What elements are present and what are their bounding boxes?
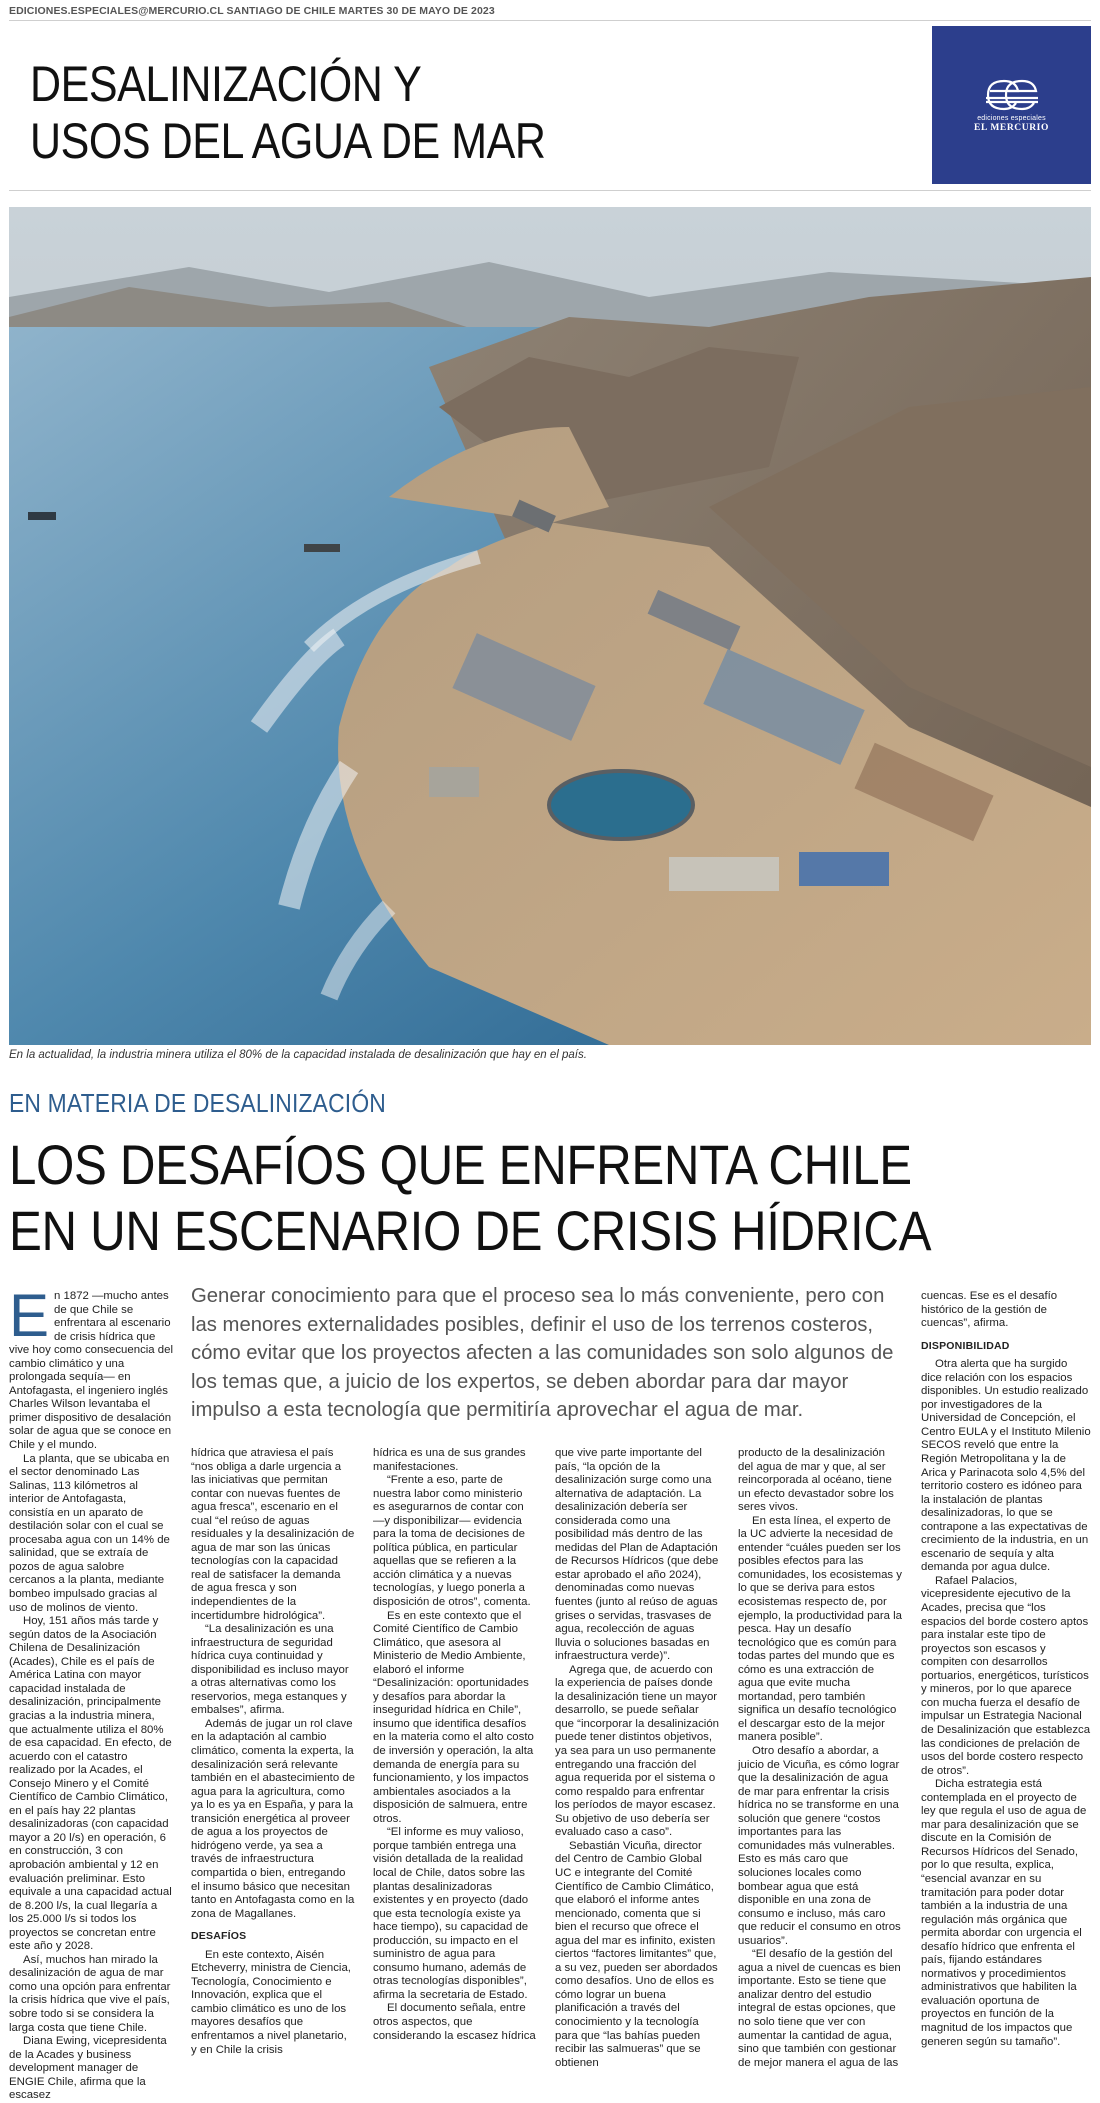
subhead-disponibilidad: DISPONIBILIDAD <box>921 1339 1010 1352</box>
paragraph: n 1872 —mucho antes de que Chile se enfrentara al escenario de crisis hídrica que vive hoy como consecuencia del cambio climático y una prolongada sequía— en Antofagasta, el ingeniero inglés Charles Wilson levantaba el primer dispositivo de desalación solar de agua que se conoce en Chile y el mundo. <box>9 1290 173 1452</box>
logo-name-text: EL MERCURIO <box>974 123 1049 133</box>
paragraph: Agrega que, de acuerdo con la experiencia de países donde la desalinización tiene un mayor desarrollo, se puede señalar que “incorporar la desalinización puede tener distintos objetivos, ya sea para un uso permanente entregando una fracción del agua requerida por el sistema o como respaldo para enfrentar los períodos de mayor escasez. Su objetivo de uso debería ser evaluado caso a caso”. <box>555 1663 719 1839</box>
section-title-line-2: USOS DEL AGUA DE MAR <box>30 113 546 169</box>
paragraph: “El informe es muy valioso, porque también entrega una visión detallada de la realidad local de Chile, datos sobre las plantas desalinizadoras existentes y en proyecto (dado que esta tecnología existe ya hace tiempo), su capacidad de producción, su impacto en el suministro de agua para consumo humano, además de otras tecnologías disponibles”, afirma la secretaria de Estado. <box>373 1826 529 2001</box>
paragraph: Además de jugar un rol clave en la adaptación al cambio climático, comenta la experta, la desalinización será relevante también en el abastecimiento de agua para la agricultura, como ya lo es ya en España, y para la transición energética al proveer de agua a los proyectos de hidrógeno verde, ya sea a través de infraestructura compartida o bien, entregando el insumo básico que necesitan tanto en Antofagasta como en la zona de Magallanes. <box>191 1717 356 1920</box>
article-lead: Generar conocimiento para que el proceso sea lo más conveniente, pero con las menores externalidades posibles, definir el uso de los terrenos costeros, cómo evitar que los proyectos afecten a las comunidades son solo algunos de los temas que, a juicio de los expertos, se deben abordar para dar mayor impulso a esta tecnología que permitiría aprovechar el agua de mar. <box>191 1285 894 1422</box>
article-column-6 <box>921 1290 1091 2048</box>
paragraph: Hoy, 151 años más tarde y según datos de la Asociación Chilena de Desalinización (Acades), Chile es el país de América Latina con mayor capacidad instalada de desalinización, principalmente gracias a la industria minera, que actualmente utiliza el 80% de esa capacidad. En efecto, de acuerdo con el catastro realizado por la Acades, el Consejo Minero y el Comité Científico de Cambio Climático, en el país hay 22 plantas desalinizadoras (con capacidad mayor a 20 l/s) en operación, 6 en construcción, 3 con aprobación ambiental y 12 en evaluación preliminar. Esto equivale a una capacidad actual de 8.200 l/s, la cual llegaría a los 25.000 l/s si todos los proyectos se concretan entre este año y 2028. <box>9 1615 172 1953</box>
paragraph: Dicha estrategia está contemplada en el proyecto de ley que regula el uso de agua de mar para desalinización que se discute en la Comisión de Recursos Hídricos del Senado, por lo que resulta, explica, “esencial avanzar en su tramitación para poder dotar también a la industria de una regulación más orgánica que permita abordar con urgencia el desafío hídrico que enfrenta el país, fijando estándares normativos y procedimientos administrativos que habiliten la evaluación oportuna de proyectos en función de la magnitud de los impactos que generen según su tamaño”. <box>921 1778 1087 2048</box>
paragraph: Otra alerta que ha surgido dice relación con los espacios disponibles. Un estudio realizado por investigadores de la Universidad de Concepción, el Centro EULA y el Instituto Milenio SECOS reveló que entre la Región Metropolitana y la de Arica y Parinacota solo 4,5% del territorio costero es idóneo para la instalación de plantas desalinizadoras, lo que se contrapone a las expectativas de crecimiento de la industria, en un escenario de sequía y alta demanda por agua dulce. <box>921 1358 1091 1574</box>
top-rule <box>9 20 1091 21</box>
headline-line-1: LOS DESAFÍOS QUE ENFRENTA CHILE <box>9 1133 912 1196</box>
paragraph: Diana Ewing, vicepresidenta de la Acades y business development manager de ENGIE Chile, afirma que la escasez <box>9 2035 167 2102</box>
paragraph: La planta, que se ubicaba en el sector denominado Las Salinas, 113 kilómetros al interior de Antofagasta, consistía en un aparato de destilación solar con el cual se procesaba agua con un 14% de salinidad, que se extraía de pozos de agua salobre cercanos a la planta, mediante bombeo impulsado gracias al uso de molinos de viento. <box>9 1452 170 1614</box>
paragraph: “Frente a eso, parte de nuestra labor como ministerio es asegurarnos de contar con —y disponibilizar— evidencia para la toma de decisiones de política pública, en particular aquellas que se refieren a la acción climática y a nuevas tecnologías, y luego ponerla a disposición de otros”, comenta. <box>373 1474 531 1609</box>
el-mercurio-logo <box>932 26 1091 184</box>
article-column-4 <box>555 1447 719 2069</box>
logo-small-text: ediciones especiales <box>977 115 1046 122</box>
article-column-3 <box>373 1447 537 2042</box>
paragraph: Así, muchos han mirado la desalinización de agua de mar como una opción para enfrentar la crisis hídrica que vive el país, sobre todo si se considera la larga costa que tiene Chile. <box>9 1953 171 2034</box>
paragraph: El documento señala, entre otros aspectos, que considerando la escasez hídrica <box>373 2002 536 2042</box>
paragraph: hídrica que atraviesa el país “nos obliga a darle urgencia a las iniciativas que permitan contar con nuevas fuentes de agua fresca”, escenario en el cual “el reúso de aguas residuales y la desalinización de agua de mar son las únicas tecnologías con la capacidad real de satisfacer la demanda de agua fresca y son independientes de la incertidumbre hidrológica”. <box>191 1447 355 1622</box>
header-rule <box>9 190 1091 191</box>
photo-caption: En la actualidad, la industria minera utiliza el 80% de la capacidad instalada de desalinización que hay en el país. <box>9 1049 587 1061</box>
paragraph: En esta línea, el experto de la UC advierte la necesidad de entender “cuáles pueden ser los posibles efectos para las comunidades, los ecosistemas y lo que se deriva para estos ecosistemas respecto de, por ejemplo, la productividad para la pesca. Hay un desafío tecnológico que es común para todas partes del mundo que es cómo es una extracción de agua que evite mucha mortandad, pero también significa un desafío tecnológico el descargar esto de la mejor manera posible”. <box>738 1514 902 1744</box>
paragraph: Sebastián Vicuña, director del Centro de Cambio Global UC e integrante del Comité Científico de Cambio Climático, que elaboró el informe antes mencionado, comenta que si bien el recurso que ofrece el agua del mar es infinito, existen ciertos “factores limitantes” que, a su vez, pueden ser abordados como desafíos. Uno de ellos es cómo lograr un buena planificación a través del conocimiento y la tecnología para que “las bahías pueden recibir las salmueras” que se obtienen <box>555 1839 718 2069</box>
photo-credit <box>0 917 1 1041</box>
paragraph: Rafael Palacios, vicepresidente ejecutivo de la Acades, precisa que “los espacios del borde costero aptos para instalar este tipo de proyectos son escasos y compiten con desarrollos portuarios, energéticos, turísticos y mineros, por lo que aparece con mucha fuerza el desafío de impulsar un Estrategia Nacional de Desalinización que establezca las condiciones de prelación de usos del borde costero respecto de otros”. <box>921 1574 1091 1777</box>
article-kicker: EN MATERIA DE DESALINIZACIÓN <box>9 1088 387 1118</box>
paragraph: Es en este contexto que el Comité Científico de Cambio Climático, que asesora al Ministerio de Medio Ambiente, elaboró el informe “Desalinización: oportunidades y desafíos para abordar la inseguridad hídrica en Chile”, insumo que identifica desafíos en la materia como el alto costo de inversión y operación, la alta demanda de energía para su funcionamiento, y los impactos ambientales asociados a la disposición de salmuera, entre otros. <box>373 1609 534 1825</box>
paragraph: “El desafío de la gestión del agua a nivel de cuencas es bien importante. Esto se tiene que analizar dentro del estudio integral de estas opciones, que no solo tiene que ver con aumentar la cantidad de agua, sino que también con gestionar de mejor manera el agua de las <box>738 1948 901 2069</box>
subhead-desafios: DESAFÍOS <box>191 1930 247 1943</box>
article-column-2 <box>191 1447 356 2056</box>
article-headline <box>9 1132 977 1264</box>
paragraph: Otro desafío a abordar, a juicio de Vicuña, es cómo lograr que la desalinización de agua de mar para enfrentar la crisis hídrica no se transforme en una solución que genere “costos importantes para las comunidades más vulnerables. Esto es más caro que soluciones locales como bombear agua que está disponible en una zona de consumo e incluso, más caro que reducir el consumo en otros usuarios”. <box>738 1745 901 1947</box>
paragraph: producto de la desalinización del agua de mar y que, al ser reincorporada al océano, tiene un efecto devastador sobre los seres vivos. <box>738 1447 894 1514</box>
headline-line-2: EN UN ESCENARIO DE CRISIS HÍDRICA <box>9 1199 932 1262</box>
article-column-1 <box>9 1282 173 2102</box>
drop-cap: E <box>9 1282 50 1349</box>
paragraph: que vive parte importante del país, “la opción de la desalinización surge como una alternativa de adaptación. La desalinización debería ser considerada como una posibilidad más dentro de las medidas del Plan de Adaptación de Recursos Hídricos (que debe estar aprobado el año 2024), denominadas como nuevas fuentes (junto al reúso de aguas grises o servidas, trasvases de agua, recolección de aguas lluvia o soluciones basadas en infraestructura verde)”. <box>555 1447 719 1663</box>
article-column-5 <box>738 1447 902 2069</box>
desalination-plant-aerial-image <box>9 207 1091 1045</box>
paragraph: “La desalinización es una infraestructura de seguridad hídrica cuya continuidad y disponibilidad es incluso mayor a otras alternativas como los reservorios, mega estanques y embalses”, afirma. <box>191 1623 349 1717</box>
section-title <box>30 56 580 170</box>
paragraph: cuencas. Ese es el desafío histórico de la gestión de cuencas”, afirma. <box>921 1290 1058 1330</box>
ee-logo-icon <box>982 77 1042 113</box>
header-topline: EDICIONES.ESPECIALES@MERCURIO.CL SANTIAGO DE CHILE MARTES 30 DE MAYO DE 2023 <box>9 5 495 17</box>
hero-photo <box>9 207 1091 1045</box>
paragraph: hídrica es una de sus grandes manifestaciones. <box>373 1447 526 1473</box>
paragraph: En este contexto, Aisén Etcheverry, ministra de Ciencia, Tecnología, Conocimiento e Innovación, explica que el cambio climático es uno de los mayores desafíos que enfrentamos a nivel planetario, y en Chile la crisis <box>191 1948 351 2056</box>
section-title-line-1: DESALINIZACIÓN Y <box>30 56 422 112</box>
